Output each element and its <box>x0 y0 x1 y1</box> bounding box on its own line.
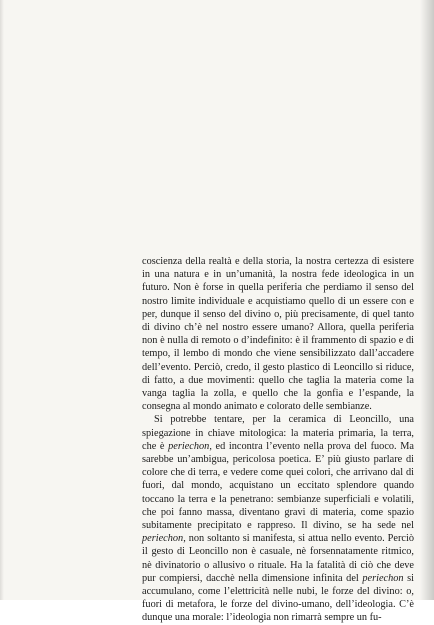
paragraph-1-segment-1: coscienza della realtà e della storia, la nostra certezza di esistere in una natura e in un’umanità, la nostra fede ideologica in un futuro. Non è forse in quella periferia che perdiamo il senso del nostro limite individuale e acquistiamo quello di un essere con e per, dunque il senso del divino o, più precisamente, di quel tanto di divino ch’è nel nostro essere umano? Allora, quella periferia non è nulla di remoto o d’indefinito: è il frammento di spazio e di tempo, il lembo di mondo che viene sensibilizzato dall’accadere dell’evento. Perciò, credo, il gesto plastico di Leoncillo si riduce, di fatto, a due movimenti: quello che taglia la materia come la vanga taglia la zolla, e quello che la gonfia e l’espande, la consegna al mondo animato e colorato delle sembianze. <box>142 256 414 413</box>
body-text-column <box>142 255 414 625</box>
paragraph-1 <box>142 255 414 413</box>
paragraph-2 <box>142 413 414 624</box>
paragraph-2-segment-7: si accumulano, come l’elettricità nelle nubi, le forze del divino: o, fuori di metafora, le forze del divino-umano, dell’ideologia. C’è dunque una morale: l’ideologia non rimarrà sempre un fu- <box>142 572 414 624</box>
paragraph-2-italic-term-2: periechon <box>142 533 184 545</box>
paragraph-2-italic-term-1: periechon <box>168 440 210 452</box>
paragraph-2-segment-5: , non soltanto si manifesta, si attua nello evento. Perciò il gesto di Leoncillo non è casuale, nè forsennatamente ritmico, nè divinatorio o allusivo o rituale. Ha la fatalità di ciò che deve pur compiersi, dacchè nella dimensione infinita del <box>142 533 414 584</box>
page-left-edge-shadow <box>0 0 4 600</box>
paragraph-2-italic-term-3: periechon <box>362 572 404 584</box>
paragraph-2-segment-1: Si potrebbe tentare, per la ceramica di Leoncillo, una spiegazione in chiave mitologica: la materia primaria, la terra, che è <box>142 414 414 452</box>
page-binding-shadow <box>420 0 434 600</box>
paragraph-2-segment-3: , ed incontra l’evento nella prova del fuoco. Ma sarebbe un’ambigua, pericolosa poetica. E’ più giusto parlare di colore che di terra, e vedere come quei colori, che arrivano dal di fuori, dal mondo, acquistano un eccitato splendore quando toccano la terra e la penetrano: sembianze superficiali e volatili, che poi fanno massa, diventano gravi di materia, come spazio subitamente precipitato e rappreso. Il divino, se ha sede nel <box>142 440 414 532</box>
